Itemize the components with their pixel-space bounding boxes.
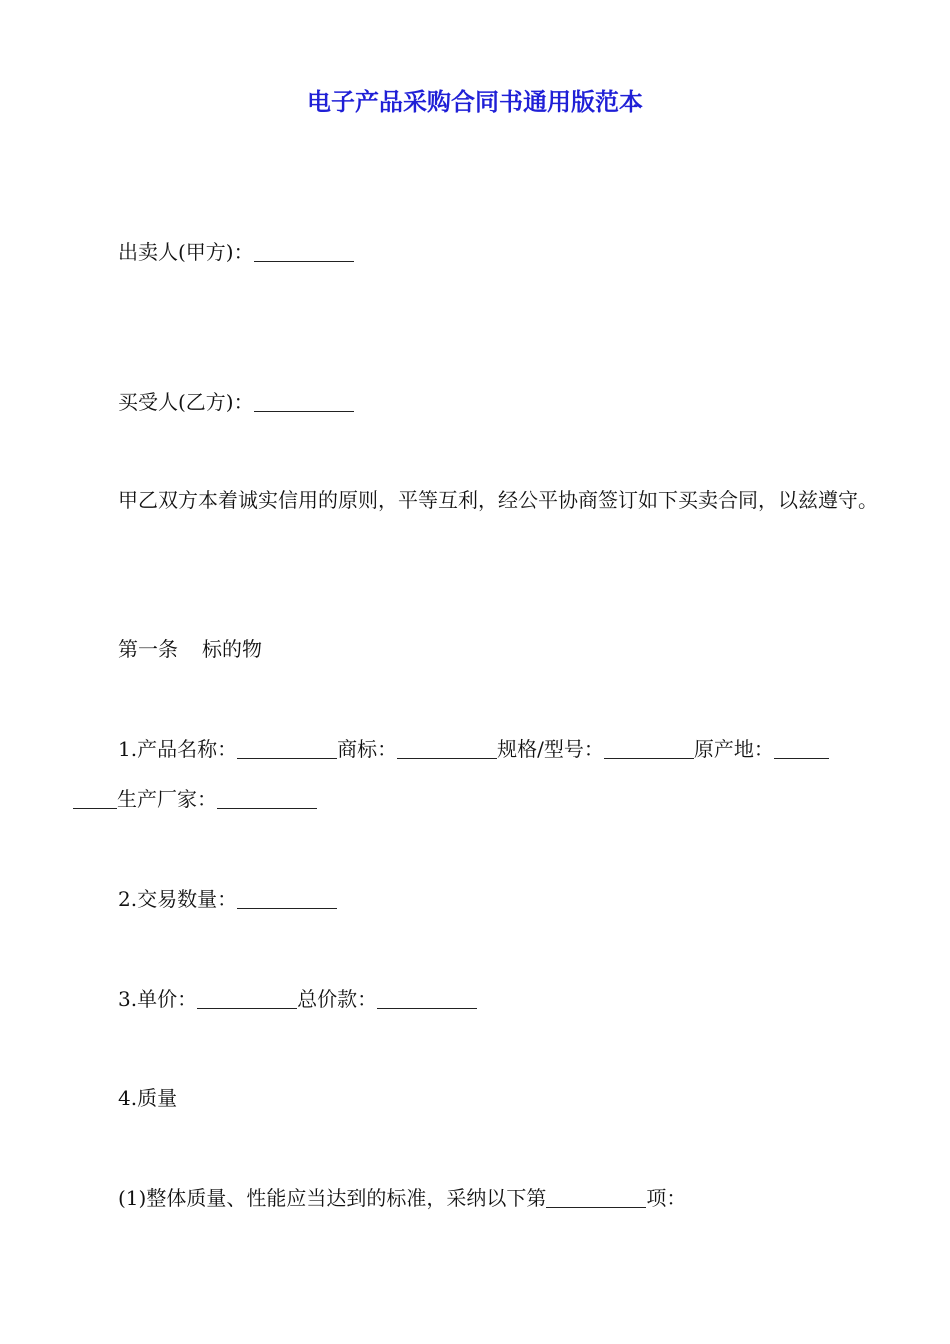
quality-heading: 4.质量	[118, 1086, 178, 1110]
item-2-line	[118, 884, 337, 914]
product-name-blank[interactable]	[237, 736, 337, 759]
quality-standard-suffix: 项：	[646, 1186, 687, 1210]
document-title: 电子产品采购合同书通用版范本	[307, 88, 643, 116]
quantity-label: 2.交易数量：	[118, 887, 238, 911]
trademark-blank[interactable]	[397, 736, 497, 759]
seller-label: 出卖人(甲方)：	[118, 240, 254, 264]
quality-option-blank[interactable]	[546, 1185, 646, 1208]
item-1-continued	[73, 784, 317, 814]
article-1-number: 第一条	[118, 637, 178, 661]
unit-price-label: 3.单价：	[118, 987, 198, 1011]
spec-label: 规格/型号：	[497, 737, 604, 761]
buyer-blank[interactable]	[254, 389, 354, 412]
product-name-label: 产品名称：	[137, 737, 238, 761]
manufacturer-label: 生产厂家：	[117, 787, 217, 811]
unit-price-blank[interactable]	[197, 986, 297, 1009]
spec-blank[interactable]	[604, 736, 694, 759]
origin-blank-part1[interactable]	[774, 736, 829, 759]
item-1-number: 1.	[118, 737, 138, 761]
origin-label: 原产地：	[693, 737, 774, 761]
article-1-title: 标的物	[202, 637, 262, 661]
seller-blank[interactable]	[254, 239, 354, 262]
item-3-line	[118, 984, 477, 1014]
article-1-heading	[118, 634, 262, 664]
item-4-1-line	[118, 1183, 686, 1213]
item-4-line	[118, 1083, 177, 1113]
quantity-blank[interactable]	[237, 886, 337, 909]
manufacturer-blank[interactable]	[217, 786, 317, 809]
total-price-blank[interactable]	[377, 986, 477, 1009]
quality-standard-prefix: (1)整体质量、性能应当达到的标准，采纳以下第	[118, 1186, 547, 1210]
item-1-line	[118, 734, 829, 764]
buyer-label: 买受人(乙方)：	[118, 390, 254, 414]
buyer-line	[118, 387, 354, 417]
seller-line	[118, 237, 354, 267]
total-price-label: 总价款：	[297, 987, 378, 1011]
trademark-label: 商标：	[337, 737, 398, 761]
intro-paragraph: 甲乙双方本着诚实信用的原则，平等互利，经公平协商签订如下买卖合同，以兹遵守。	[118, 488, 878, 512]
origin-blank-part2[interactable]	[73, 786, 117, 809]
